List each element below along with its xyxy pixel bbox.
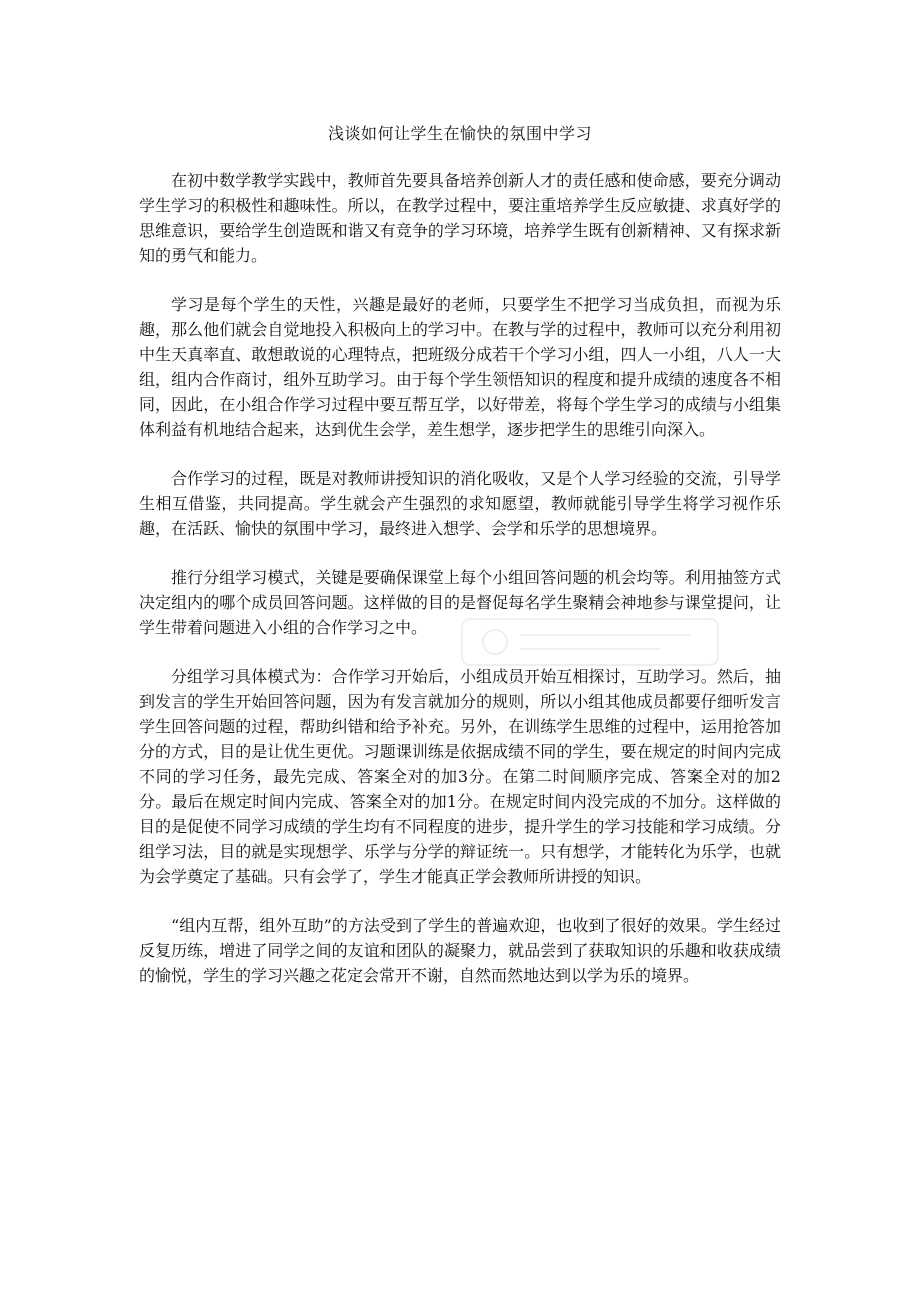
paragraph-5: 分组学习具体模式为：合作学习开始后，小组成员开始互相探讨，互助学习。然后，抽到发言的学生开始回答问题，因为有发言就加分的规则，所以小组其他成员都要仔细听发言学生回答问题的过程，帮助纠错和给予补充。另外，在训练学生思维的过程中，运用抢答加分的方式，目的是让优生更优。习题课训练是依据成绩不同的学生，要在规定的时间内完成不同的学习任务，最先完成、答案全对的加3分。在第二时间顺序完成、答案全对的加2分。最后在规定时间内完成、答案全对的加1分。在规定时间内没完成的不加分。这样做的目的是促使不同学习成绩的学生均有不同程度的进步，提升学生的学习技能和学习成绩。分组学习法，目的就是实现想学、乐学与分学的辩证统一。只有想学，才能转化为乐学，也就为会学奠定了基础。只有会学了，学生才能真正学会教师所讲授的知识。	[139, 667, 781, 886]
paragraph-3: 合作学习的过程，既是对教师讲授知识的消化吸收，又是个人学习经验的交流，引导学生相互借鉴，共同提高。学生就会产生强烈的求知愿望，教师就能引导学生将学习视作乐趣，在活跃、愉快的氛围中学习，最终进入想学、会学和乐学的思想境界。	[139, 469, 781, 538]
paragraph-2: 学习是每个学生的天性，兴趣是最好的老师，只要学生不把学习当成负担，而视为乐趣，那么他们就会自觉地投入积极向上的学习中。在教与学的过程中，教师可以充分利用初中生天真率直、敢想敢说的心理特点，把班级分成若干个学习小组，四人一小组，八人一大组，组内合作商讨，组外互助学习。由于每个学生领悟知识的程度和提升成绩的速度各不相同，因此，在小组合作学习过程中要互帮互学，以好带差，将每个学生学习的成绩与小组集体利益有机地结合起来，达到优生会学，差生想学，逐步把学生的思维引向深入。	[139, 295, 781, 439]
document-body	[139, 168, 781, 1012]
document-title: 浅谈如何让学生在愉快的氛围中学习	[327, 124, 592, 143]
paragraph-1: 在初中数学教学实践中，教师首先要具备培养创新人才的责任感和使命感，要充分调动学生学习的积极性和趣味性。所以，在教学过程中，要注重培养学生反应敏捷、求真好学的思维意识，要给学生创造既和谐又有竞争的学习环境，培养学生既有创新精神、又有探求新知的勇气和能力。	[139, 171, 781, 265]
paragraph-4: 推行分组学习模式，关键是要确保课堂上每个小组回答问题的机会均等。利用抽签方式决定组内的哪个成员回答问题。这样做的目的是督促每名学生聚精会神地参与课堂提问，让学生带着问题进入小组的合作学习之中。	[139, 568, 781, 637]
paragraph-6: “组内互帮，组外互助”的方法受到了学生的普遍欢迎，也收到了很好的效果。学生经过反复历练，增进了同学之间的友谊和团队的凝聚力，就品尝到了获取知识的乐趣和收获成绩的愉悦，学生的学习兴趣之花定会常开不谢，自然而然地达到以学为乐的境界。	[139, 916, 781, 985]
